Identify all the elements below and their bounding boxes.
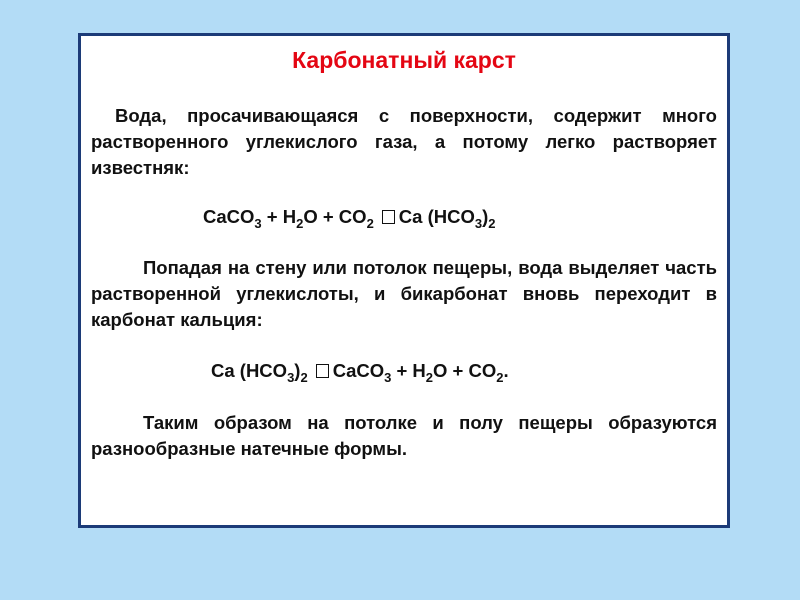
missing-glyph-icon xyxy=(382,210,395,224)
equation-2 xyxy=(91,358,717,384)
eq1-part: O + CO xyxy=(303,206,367,227)
eq1-part: Ca (HCO xyxy=(398,206,475,227)
paragraph-3: Таким образом на потолке и полу пещеры образуются разнообразные натечные формы. xyxy=(91,412,717,459)
eq2-part: O + CO xyxy=(433,360,497,381)
eq1-part: ) xyxy=(482,206,489,227)
eq1-part: CaCO xyxy=(203,206,255,227)
paragraph-1: Вода, просачивающаяся с поверхности, содержит много растворенного углекислого газа, а потому легко растворяет известняк: xyxy=(91,105,717,178)
paragraph-2: Попадая на стену или потолок пещеры, вода выделяет часть растворенной углекислоты, и бикарбонат вновь переходит в карбонат кальция: xyxy=(91,257,717,330)
eq1-part: + H xyxy=(261,206,297,227)
eq2-sub: 3 xyxy=(384,370,392,385)
eq2-part: Ca (HCO xyxy=(211,360,288,381)
slide-card xyxy=(78,33,730,528)
eq1-sub: 3 xyxy=(474,216,483,231)
slide-title: Карбонатный карст xyxy=(292,47,516,73)
eq2-sub: 2 xyxy=(300,370,308,385)
eq2-sub: 3 xyxy=(287,370,295,385)
eq2-part: ) xyxy=(294,360,301,381)
eq1-sub: 2 xyxy=(366,216,374,231)
missing-glyph-icon xyxy=(316,364,329,378)
eq1-sub: 3 xyxy=(254,216,262,231)
equation-1 xyxy=(91,204,717,230)
eq2-part: . xyxy=(503,360,509,381)
eq2-part: + H xyxy=(391,360,426,381)
eq1-sub: 2 xyxy=(488,216,496,231)
eq2-sub: 2 xyxy=(425,370,434,385)
eq1-sub: 2 xyxy=(296,216,304,231)
eq2-sub: 2 xyxy=(496,370,504,385)
eq2-part: CaCO xyxy=(332,360,385,381)
